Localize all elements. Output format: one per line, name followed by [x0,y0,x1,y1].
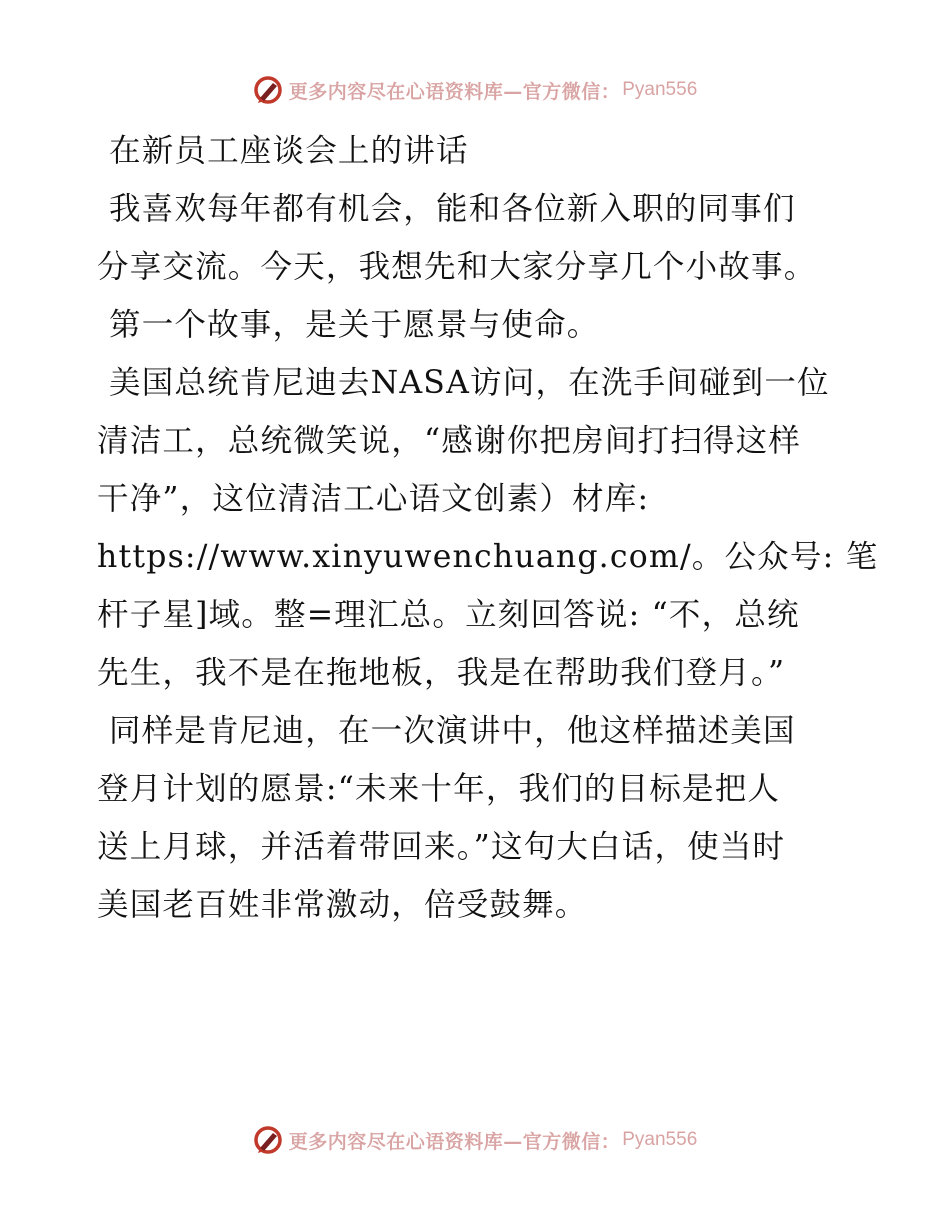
paragraph-line: 美国老百姓非常激动，倍受鼓舞。 [97,887,588,923]
paragraph-line: 同样是肯尼迪，在一次演讲中，他这样描述美国 [109,713,796,749]
document-body [97,122,879,934]
paragraph-line: 先生，我不是在拖地板，我是在帮助我们登月。” [97,655,786,691]
paragraph-line: https://www.xinyuwenchuang.com/。公众号: 笔 [97,539,879,575]
pen-logo-icon [253,75,283,105]
paragraph-line: 分享交流。今天，我想先和大家分享几个小故事。 [97,249,817,285]
paragraph-line: 杆子星]域。整=理汇总。立刻回答说: “不，总统 [97,597,800,633]
paragraph-intro [97,180,857,296]
watermark-wechat-id: Pyan556 [622,79,698,100]
paragraph-line: 清洁工，总统微笑说，“感谢你把房间打扫得这样 [97,423,802,459]
paragraph-line: 登月计划的愿景:“未来十年，我们的目标是把人 [97,771,781,807]
paragraph-kennedy-nasa [97,354,879,702]
watermark-text: 更多内容尽在心语资料库—官方微信： [288,1130,621,1153]
paragraph-line: 第一个故事，是关于愿景与使命。 [109,307,600,343]
watermark-wechat-id: Pyan556 [622,1129,698,1150]
paragraph-line: 美国总统肯尼迪去NASA访问，在洗手间碰到一位 [109,365,830,401]
paragraph-moon-vision [97,702,857,934]
paragraph-line: 干净”，这位清洁工心语文创素）材库: [97,481,650,517]
footer-watermark [0,1120,950,1160]
paragraph-line: 我喜欢每年都有机会，能和各位新入职的同事们 [109,191,796,227]
watermark-text: 更多内容尽在心语资料库—官方微信： [288,80,621,103]
paragraph-story-one-heading [97,296,857,354]
document-title: 在新员工座谈会上的讲话 [109,133,469,169]
pen-logo-icon [253,1125,283,1155]
header-watermark [0,70,950,110]
paragraph-line: 送上月球，并活着带回来。”这句大白话，使当时 [97,829,786,865]
